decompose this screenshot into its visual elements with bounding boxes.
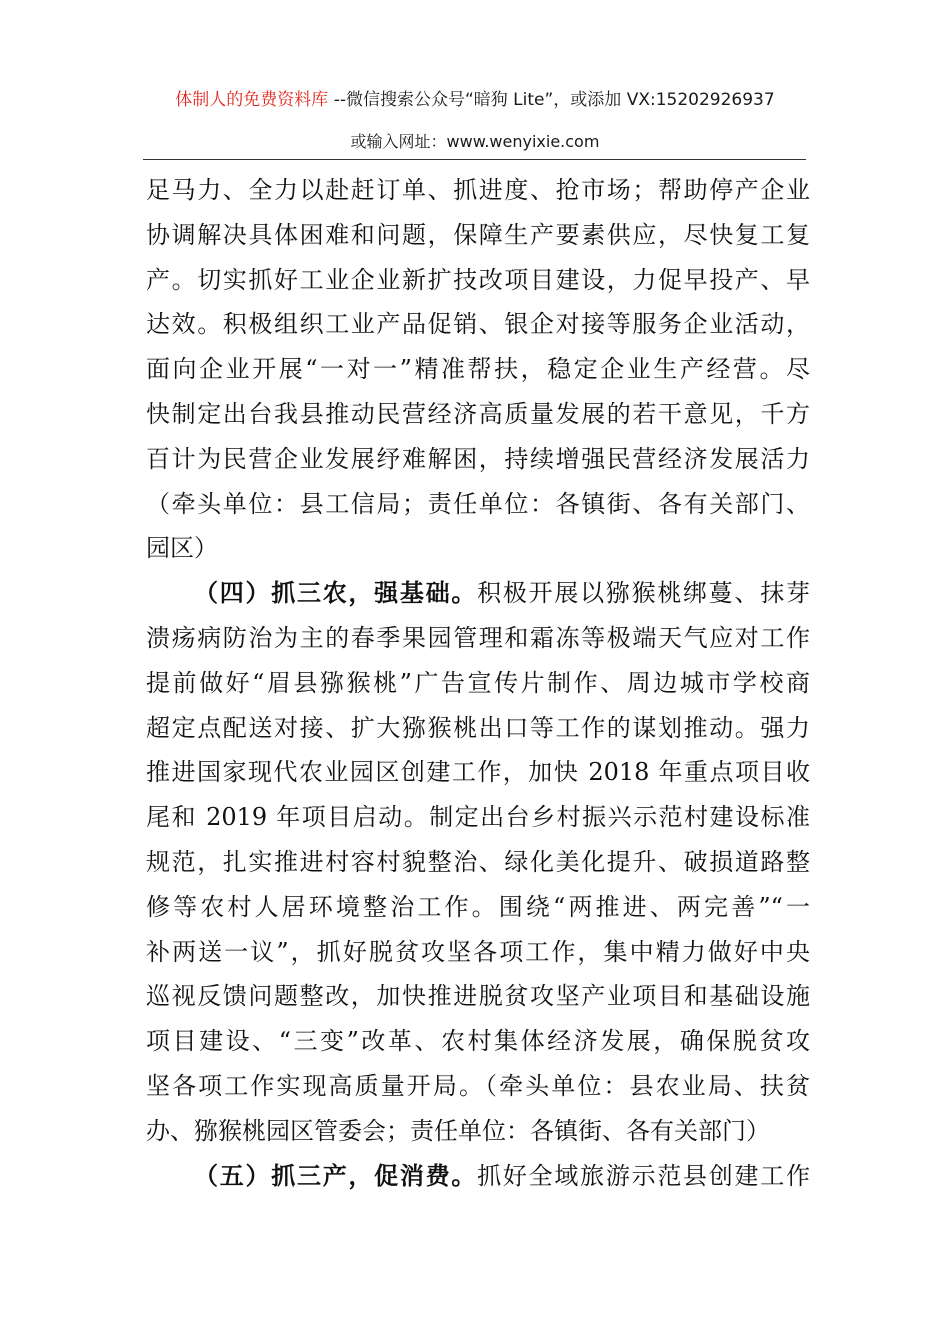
header-banner <box>0 86 950 114</box>
section-five-heading: （五）抓三产，促消费。 <box>194 1160 478 1190</box>
text-line: 尾和 2019 年项目启动。制定出台乡村振兴示范村建设标准 <box>146 803 810 832</box>
text-line: 园区） <box>146 534 218 563</box>
body-text <box>146 168 810 1198</box>
section-four-first-line <box>146 571 810 616</box>
text-line: 推进国家现代农业园区创建工作，加快 2018 年重点项目收 <box>146 758 810 787</box>
text-line: 产。切实抓好工业企业新扩技改项目建设，力促早投产、早 <box>146 265 810 294</box>
header-brand: 体制人的免费资料库 <box>175 90 329 110</box>
text-line: 超定点配送对接、扩大猕猴桃出口等工作的谋划推动。强力 <box>146 713 810 742</box>
text-line: （牵头单位：县工信局；责任单位：各镇街、各有关部门、 <box>146 489 810 518</box>
text-line: 坚各项工作实现高质量开局。（牵头单位：县农业局、扶贫 <box>146 1071 810 1100</box>
text-line: 溃疡病防治为主的春季果园管理和霜冻等极端天气应对工作 <box>146 623 810 652</box>
section-four-lead: 积极开展以猕猴桃绑蔓、抹芽 <box>477 579 811 608</box>
section-four-heading: （四）抓三农，强基础。 <box>194 578 478 608</box>
text-line: 项目建设、“三变”改革、农村集体经济发展，确保脱贫攻 <box>146 1027 810 1056</box>
text-line: 达效。积极组织工业产品促销、银企对接等服务企业活动， <box>146 310 810 339</box>
text-line: 修等农村人居环境整治工作。围绕“两推进、两完善”“一 <box>146 892 810 921</box>
header-promo: --微信搜索公众号“暗狗 Lite”，或添加 VX:15202926937 <box>328 90 775 110</box>
section-five-first-line <box>146 1154 810 1199</box>
text-line: 快制定出台我县推动民营经济高质量发展的若干意见，千方 <box>146 399 810 428</box>
section-five-lead: 抓好全域旅游示范县创建工作 <box>477 1161 811 1190</box>
text-line: 提前做好“眉县猕猴桃”广告宣传片制作、周边城市学校商 <box>146 668 810 697</box>
text-line: 办、猕猴桃园区管委会；责任单位：各镇街、各有关部门） <box>146 1116 770 1145</box>
text-line: 规范，扎实推进村容村貌整治、绿化美化提升、破损道路整 <box>146 847 810 876</box>
header-divider <box>143 159 806 160</box>
text-line: 协调解决具体困难和问题，保障生产要素供应，尽快复工复 <box>146 220 810 249</box>
text-line: 巡视反馈问题整改，加快推进脱贫攻坚产业项目和基础设施 <box>146 982 810 1011</box>
text-line: 足马力、全力以赴赶订单、抓进度、抢市场；帮助停产企业 <box>146 176 810 204</box>
text-line: 面向企业开展“一对一”精准帮扶，稳定企业生产经营。尽 <box>146 355 810 384</box>
text-line: 补两送一议”，抓好脱贫攻坚各项工作，集中精力做好中央 <box>146 937 810 966</box>
header-url-line: 或输入网址：www.wenyixie.com <box>350 132 600 151</box>
text-line: 百计为民营企业发展纾难解困，持续增强民营经济发展活力 <box>146 444 810 473</box>
